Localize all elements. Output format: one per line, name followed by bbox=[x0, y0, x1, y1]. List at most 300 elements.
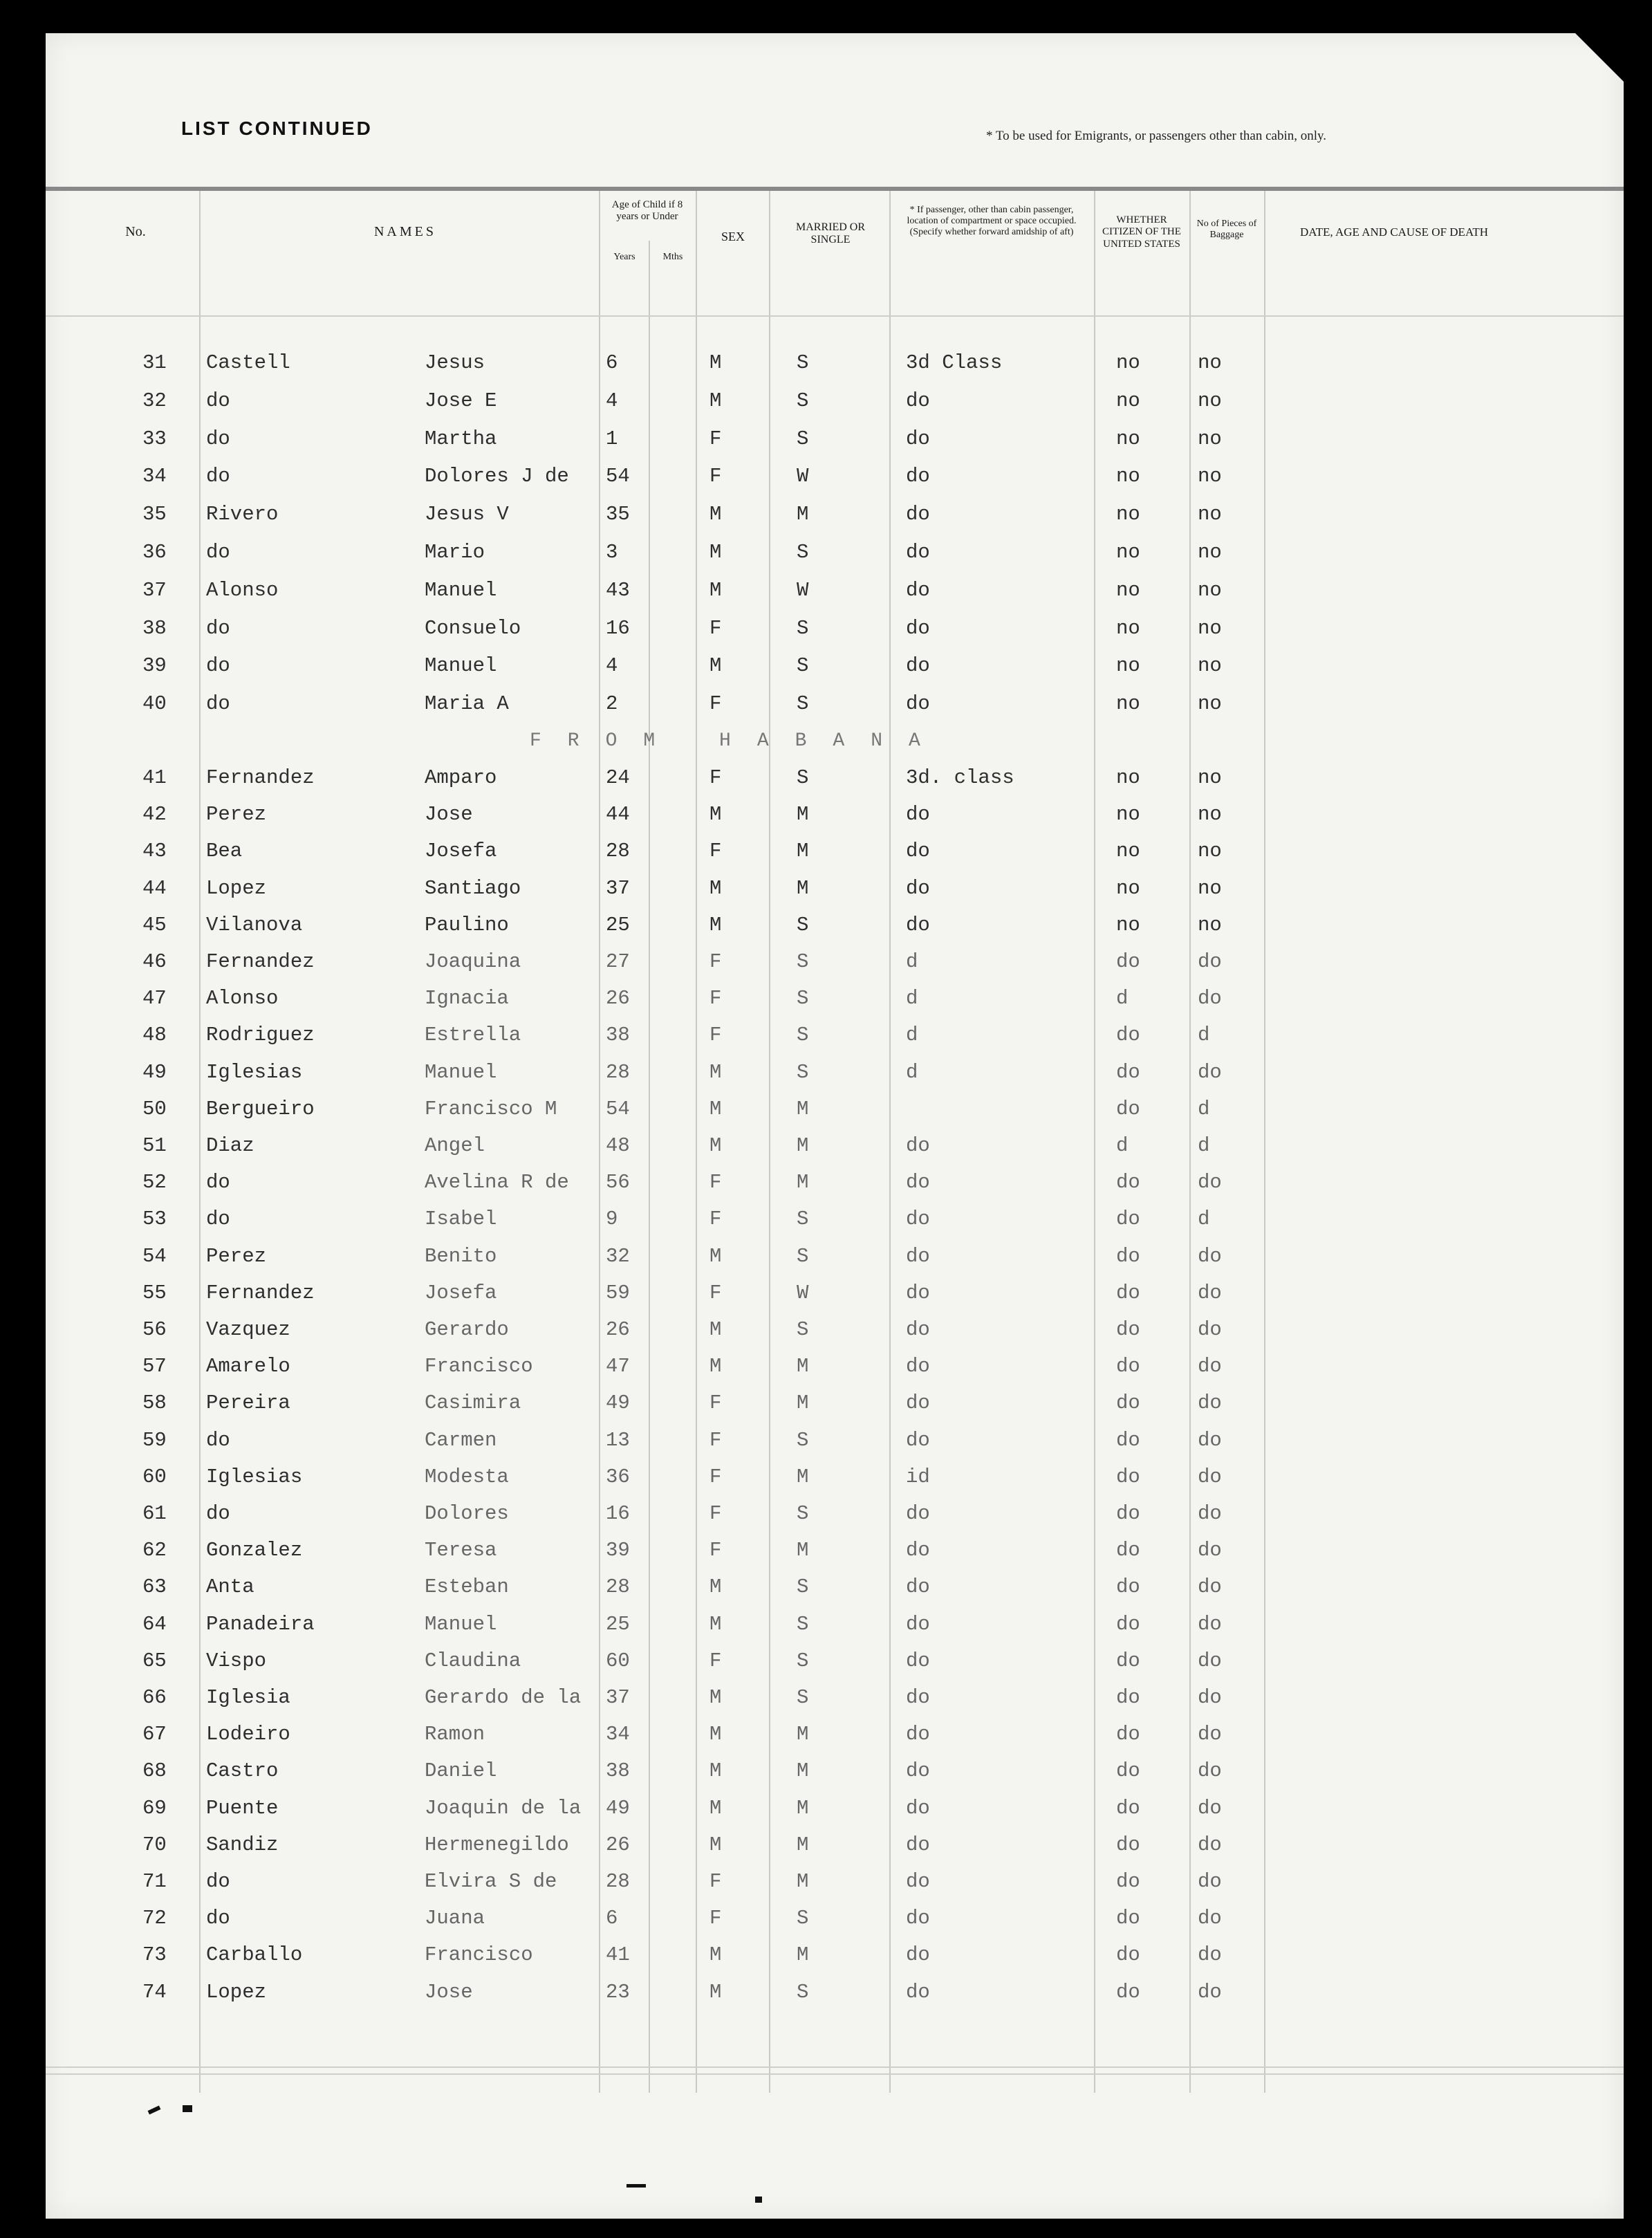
citizen-us: no bbox=[1116, 427, 1140, 450]
sex: F bbox=[709, 1870, 722, 1893]
surname: Vilanova bbox=[206, 914, 303, 936]
location: do bbox=[906, 1686, 930, 1709]
surname: Lodeiro bbox=[206, 1723, 290, 1746]
age-years: 34 bbox=[606, 1723, 630, 1746]
given-name: Paulino bbox=[425, 914, 509, 936]
citizen-us: do bbox=[1116, 1943, 1140, 1966]
location: d bbox=[906, 950, 918, 973]
row-number: 57 bbox=[142, 1355, 167, 1378]
age-years: 60 bbox=[606, 1649, 630, 1672]
marital-status: M bbox=[797, 503, 809, 526]
location: do bbox=[906, 1797, 930, 1820]
folded-corner bbox=[1575, 33, 1624, 82]
location: do bbox=[906, 1870, 930, 1893]
citizen-us: no bbox=[1116, 914, 1140, 936]
age-years: 59 bbox=[606, 1282, 630, 1304]
citizen-us: do bbox=[1116, 1098, 1140, 1120]
marital-status: S bbox=[797, 1208, 809, 1230]
age-years: 47 bbox=[606, 1355, 630, 1378]
row-number: 67 bbox=[142, 1723, 167, 1746]
surname: Vispo bbox=[206, 1649, 267, 1672]
sex: M bbox=[709, 654, 722, 677]
citizen-us: no bbox=[1116, 617, 1140, 640]
baggage-count: do bbox=[1198, 1502, 1222, 1525]
col-years: Years bbox=[613, 252, 635, 262]
baggage-count: d bbox=[1198, 1024, 1210, 1046]
given-name: Isabel bbox=[425, 1208, 497, 1230]
location: do bbox=[906, 1391, 930, 1414]
marital-status: S bbox=[797, 1061, 809, 1084]
given-name: Jose bbox=[425, 803, 473, 826]
column-divider bbox=[889, 191, 891, 2093]
row-number: 56 bbox=[142, 1318, 167, 1341]
marital-status: M bbox=[797, 1098, 809, 1120]
location: do bbox=[906, 1208, 930, 1230]
marital-status: M bbox=[797, 1797, 809, 1820]
citizen-us: do bbox=[1116, 1318, 1140, 1341]
row-number: 36 bbox=[142, 541, 167, 564]
age-years: 4 bbox=[606, 389, 618, 412]
location: do bbox=[906, 1907, 930, 1930]
location: do bbox=[906, 1575, 930, 1598]
baggage-count: do bbox=[1198, 1797, 1222, 1820]
baggage-count: do bbox=[1198, 1429, 1222, 1452]
marital-status: W bbox=[797, 579, 809, 602]
column-divider bbox=[1264, 191, 1265, 2093]
sex: M bbox=[709, 541, 722, 564]
baggage-count: no bbox=[1198, 692, 1222, 715]
baggage-count: do bbox=[1198, 1870, 1222, 1893]
given-name: Dolores J de bbox=[425, 465, 569, 488]
citizen-us: do bbox=[1116, 1391, 1140, 1414]
baggage-count: do bbox=[1198, 1686, 1222, 1709]
row-number: 66 bbox=[142, 1686, 167, 1709]
sex: M bbox=[709, 1981, 722, 2004]
sex: F bbox=[709, 1024, 722, 1046]
row-number: 45 bbox=[142, 914, 167, 936]
age-years: 13 bbox=[606, 1429, 630, 1452]
marital-status: M bbox=[797, 840, 809, 862]
baggage-count: no bbox=[1198, 617, 1222, 640]
marital-status: M bbox=[797, 1355, 809, 1378]
age-years: 38 bbox=[606, 1024, 630, 1046]
location: 3d. class bbox=[906, 766, 1014, 789]
surname: Diaz bbox=[206, 1134, 254, 1157]
sex: M bbox=[709, 1686, 722, 1709]
location: id bbox=[906, 1465, 930, 1488]
surname: Bea bbox=[206, 840, 243, 862]
row-number: 40 bbox=[142, 692, 167, 715]
row-number: 63 bbox=[142, 1575, 167, 1598]
column-divider bbox=[199, 191, 201, 2093]
citizen-us: no bbox=[1116, 840, 1140, 862]
row-number: 32 bbox=[142, 389, 167, 412]
section-from-habana: FROM HABANA bbox=[530, 730, 947, 752]
location: do bbox=[906, 1649, 930, 1672]
col-citizen: WHETHER CITIZEN OF THE UNITED STATES bbox=[1102, 214, 1181, 250]
citizen-us: do bbox=[1116, 950, 1140, 973]
age-years: 1 bbox=[606, 427, 618, 450]
sex: F bbox=[709, 766, 722, 789]
age-years: 36 bbox=[606, 1465, 630, 1488]
marital-status: S bbox=[797, 1907, 809, 1930]
marital-status: S bbox=[797, 1613, 809, 1636]
age-years: 39 bbox=[606, 1539, 630, 1562]
surname: Fernandez bbox=[206, 766, 315, 789]
row-number: 65 bbox=[142, 1649, 167, 1672]
baggage-count: do bbox=[1198, 1907, 1222, 1930]
given-name: Juana bbox=[425, 1907, 485, 1930]
surname: do bbox=[206, 541, 230, 564]
citizen-us: do bbox=[1116, 1797, 1140, 1820]
location: do bbox=[906, 1355, 930, 1378]
age-years: 43 bbox=[606, 579, 630, 602]
given-name: Joaquina bbox=[425, 950, 521, 973]
given-name: Avelina R de bbox=[425, 1171, 569, 1194]
surname: Castell bbox=[206, 351, 290, 374]
surname: do bbox=[206, 692, 230, 715]
location: do bbox=[906, 654, 930, 677]
citizen-us: d bbox=[1116, 987, 1129, 1010]
location: do bbox=[906, 465, 930, 488]
baggage-count: no bbox=[1198, 803, 1222, 826]
given-name: Casimira bbox=[425, 1391, 521, 1414]
citizen-us: no bbox=[1116, 877, 1140, 900]
citizen-us: no bbox=[1116, 692, 1140, 715]
surname: Rodriguez bbox=[206, 1024, 315, 1046]
sex: F bbox=[709, 1907, 722, 1930]
page-title: LIST CONTINUED bbox=[181, 118, 373, 139]
citizen-us: no bbox=[1116, 389, 1140, 412]
age-years: 56 bbox=[606, 1171, 630, 1194]
surname: Bergueiro bbox=[206, 1098, 315, 1120]
surname: Panadeira bbox=[206, 1613, 315, 1636]
baggage-count: no bbox=[1198, 427, 1222, 450]
citizen-us: do bbox=[1116, 1465, 1140, 1488]
citizen-us: do bbox=[1116, 1061, 1140, 1084]
baggage-count: do bbox=[1198, 1539, 1222, 1562]
age-years: 49 bbox=[606, 1797, 630, 1820]
given-name: Joaquin de la bbox=[425, 1797, 582, 1820]
citizen-us: no bbox=[1116, 654, 1140, 677]
surname: Lopez bbox=[206, 877, 267, 900]
baggage-count: no bbox=[1198, 840, 1222, 862]
given-name: Daniel bbox=[425, 1759, 497, 1782]
header-rule bbox=[46, 187, 1624, 191]
surname: Fernandez bbox=[206, 1282, 315, 1304]
baggage-count: no bbox=[1198, 877, 1222, 900]
sex: F bbox=[709, 1208, 722, 1230]
surname: Alonso bbox=[206, 579, 279, 602]
location: do bbox=[906, 1539, 930, 1562]
marital-status: S bbox=[797, 427, 809, 450]
location: do bbox=[906, 1282, 930, 1304]
column-divider bbox=[696, 191, 697, 2093]
sex: M bbox=[709, 1797, 722, 1820]
row-number: 51 bbox=[142, 1134, 167, 1157]
given-name: Manuel bbox=[425, 654, 497, 677]
surname: do bbox=[206, 1502, 230, 1525]
col-married: MARRIED OR SINGLE bbox=[795, 221, 865, 246]
location: do bbox=[906, 1245, 930, 1268]
row-number: 47 bbox=[142, 987, 167, 1010]
given-name: Ignacia bbox=[425, 987, 509, 1010]
manifest-page bbox=[46, 33, 1624, 2219]
sex: F bbox=[709, 1391, 722, 1414]
marital-status: S bbox=[797, 351, 809, 374]
row-number: 69 bbox=[142, 1797, 167, 1820]
citizen-us: do bbox=[1116, 1575, 1140, 1598]
age-years: 54 bbox=[606, 1098, 630, 1120]
given-name: Manuel bbox=[425, 1613, 497, 1636]
marital-status: S bbox=[797, 1502, 809, 1525]
age-years: 28 bbox=[606, 1061, 630, 1084]
citizen-us: do bbox=[1116, 1759, 1140, 1782]
marital-status: S bbox=[797, 1649, 809, 1672]
baggage-count: do bbox=[1198, 950, 1222, 973]
marital-status: M bbox=[797, 1465, 809, 1488]
sex: M bbox=[709, 1575, 722, 1598]
col-months: Mths bbox=[662, 252, 683, 262]
row-number: 31 bbox=[142, 351, 167, 374]
age-years: 28 bbox=[606, 840, 630, 862]
given-name: Martha bbox=[425, 427, 497, 450]
age-years: 54 bbox=[606, 465, 630, 488]
row-number: 72 bbox=[142, 1907, 167, 1930]
sex: M bbox=[709, 1061, 722, 1084]
marital-status: M bbox=[797, 1759, 809, 1782]
marital-status: S bbox=[797, 987, 809, 1010]
row-number: 68 bbox=[142, 1759, 167, 1782]
sex: F bbox=[709, 1539, 722, 1562]
col-names: NAMES bbox=[373, 224, 436, 239]
given-name: Esteban bbox=[425, 1575, 509, 1598]
surname: do bbox=[206, 389, 230, 412]
citizen-us: do bbox=[1116, 1833, 1140, 1856]
sex: M bbox=[709, 1759, 722, 1782]
row-number: 46 bbox=[142, 950, 167, 973]
surname: Pereira bbox=[206, 1391, 290, 1414]
location: 3d Class bbox=[906, 351, 1003, 374]
row-number: 35 bbox=[142, 503, 167, 526]
given-name: Francisco M bbox=[425, 1098, 557, 1120]
given-name: Santiago bbox=[425, 877, 521, 900]
baggage-count: do bbox=[1198, 1613, 1222, 1636]
given-name: Jose bbox=[425, 1981, 473, 2004]
location: do bbox=[906, 389, 930, 412]
baggage-count: no bbox=[1198, 389, 1222, 412]
row-number: 62 bbox=[142, 1539, 167, 1562]
marital-status: S bbox=[797, 541, 809, 564]
age-years: 3 bbox=[606, 541, 618, 564]
location: do bbox=[906, 579, 930, 602]
row-number: 41 bbox=[142, 766, 167, 789]
location: do bbox=[906, 1981, 930, 2004]
marital-status: S bbox=[797, 617, 809, 640]
location: do bbox=[906, 1171, 930, 1194]
baggage-count: no bbox=[1198, 351, 1222, 374]
row-number: 42 bbox=[142, 803, 167, 826]
baggage-count: do bbox=[1198, 987, 1222, 1010]
marital-status: S bbox=[797, 654, 809, 677]
age-years: 35 bbox=[606, 503, 630, 526]
col-age: Age of Child if 8 years or Under bbox=[611, 199, 683, 223]
citizen-us: do bbox=[1116, 1686, 1140, 1709]
age-years: 28 bbox=[606, 1575, 630, 1598]
location: do bbox=[906, 1943, 930, 1966]
row-number: 48 bbox=[142, 1024, 167, 1046]
sex: M bbox=[709, 1098, 722, 1120]
row-number: 33 bbox=[142, 427, 167, 450]
table-bottom-rule bbox=[46, 2073, 1624, 2075]
age-years: 26 bbox=[606, 1833, 630, 1856]
ink-mark bbox=[183, 2105, 192, 2112]
baggage-count: do bbox=[1198, 1649, 1222, 1672]
ink-mark bbox=[148, 2105, 161, 2114]
row-number: 74 bbox=[142, 1981, 167, 2004]
surname: Amarelo bbox=[206, 1355, 290, 1378]
sex: M bbox=[709, 803, 722, 826]
given-name: Mario bbox=[425, 541, 485, 564]
location: do bbox=[906, 617, 930, 640]
age-years: 23 bbox=[606, 1981, 630, 2004]
col-sex: SEX bbox=[721, 230, 745, 243]
citizen-us: do bbox=[1116, 1723, 1140, 1746]
row-number: 73 bbox=[142, 1943, 167, 1966]
age-years: 49 bbox=[606, 1391, 630, 1414]
marital-status: M bbox=[797, 1134, 809, 1157]
given-name: Teresa bbox=[425, 1539, 497, 1562]
location: do bbox=[906, 803, 930, 826]
surname: Perez bbox=[206, 803, 267, 826]
marital-status: S bbox=[797, 389, 809, 412]
given-name: Jose E bbox=[425, 389, 497, 412]
citizen-us: do bbox=[1116, 1171, 1140, 1194]
marital-status: S bbox=[797, 1686, 809, 1709]
sex: M bbox=[709, 389, 722, 412]
given-name: Carmen bbox=[425, 1429, 497, 1452]
sex: F bbox=[709, 427, 722, 450]
given-name: Angel bbox=[425, 1134, 485, 1157]
location: do bbox=[906, 1613, 930, 1636]
citizen-us: do bbox=[1116, 1502, 1140, 1525]
citizen-us: do bbox=[1116, 1355, 1140, 1378]
baggage-count: do bbox=[1198, 1575, 1222, 1598]
baggage-count: do bbox=[1198, 1282, 1222, 1304]
citizen-us: do bbox=[1116, 1024, 1140, 1046]
citizen-us: do bbox=[1116, 1245, 1140, 1268]
column-divider bbox=[1094, 191, 1095, 2093]
citizen-us: do bbox=[1116, 1907, 1140, 1930]
sex: M bbox=[709, 1318, 722, 1341]
given-name: Manuel bbox=[425, 579, 497, 602]
given-name: Estrella bbox=[425, 1024, 521, 1046]
sex: F bbox=[709, 1282, 722, 1304]
citizen-us: do bbox=[1116, 1613, 1140, 1636]
sex: M bbox=[709, 877, 722, 900]
row-number: 43 bbox=[142, 840, 167, 862]
baggage-count: do bbox=[1198, 1245, 1222, 1268]
row-number: 59 bbox=[142, 1429, 167, 1452]
age-years: 16 bbox=[606, 617, 630, 640]
location: do bbox=[906, 1318, 930, 1341]
ink-mark bbox=[755, 2197, 762, 2203]
age-years: 24 bbox=[606, 766, 630, 789]
given-name: Hermenegildo bbox=[425, 1833, 569, 1856]
given-name: Francisco bbox=[425, 1943, 533, 1966]
surname: Anta bbox=[206, 1575, 254, 1598]
age-years: 26 bbox=[606, 987, 630, 1010]
col-no: No. bbox=[125, 224, 146, 239]
row-number: 37 bbox=[142, 579, 167, 602]
age-years: 25 bbox=[606, 914, 630, 936]
marital-status: S bbox=[797, 1318, 809, 1341]
age-years: 27 bbox=[606, 950, 630, 973]
given-name: Josefa bbox=[425, 1282, 497, 1304]
location: d bbox=[906, 1061, 918, 1084]
marital-status: S bbox=[797, 1024, 809, 1046]
marital-status: M bbox=[797, 1171, 809, 1194]
given-name: Jesus V bbox=[425, 503, 509, 526]
marital-status: M bbox=[797, 877, 809, 900]
sex: M bbox=[709, 1245, 722, 1268]
baggage-count: do bbox=[1198, 1465, 1222, 1488]
given-name: Josefa bbox=[425, 840, 497, 862]
baggage-count: do bbox=[1198, 1833, 1222, 1856]
given-name: Elvira S de bbox=[425, 1870, 557, 1893]
baggage-count: no bbox=[1198, 914, 1222, 936]
location: do bbox=[906, 877, 930, 900]
row-number: 50 bbox=[142, 1098, 167, 1120]
surname: Alonso bbox=[206, 987, 279, 1010]
surname: do bbox=[206, 1429, 230, 1452]
location: d bbox=[906, 1024, 918, 1046]
sex: M bbox=[709, 1613, 722, 1636]
sex: M bbox=[709, 914, 722, 936]
citizen-us: no bbox=[1116, 579, 1140, 602]
emigrant-note: * To be used for Emigrants, or passengers other than cabin, only. bbox=[986, 129, 1327, 143]
marital-status: S bbox=[797, 1429, 809, 1452]
given-name: Amparo bbox=[425, 766, 497, 789]
citizen-us: do bbox=[1116, 1870, 1140, 1893]
surname: Carballo bbox=[206, 1943, 303, 1966]
row-number: 55 bbox=[142, 1282, 167, 1304]
col-location: * If passenger, other than cabin passenger, location of compartment or space occupied. (Specify whether forward amidship of aft) bbox=[907, 205, 1077, 238]
surname: do bbox=[206, 1870, 230, 1893]
given-name: Francisco bbox=[425, 1355, 533, 1378]
location: do bbox=[906, 503, 930, 526]
sex: F bbox=[709, 1649, 722, 1672]
surname: Puente bbox=[206, 1797, 279, 1820]
marital-status: S bbox=[797, 914, 809, 936]
surname: do bbox=[206, 1208, 230, 1230]
location: do bbox=[906, 541, 930, 564]
age-years: 48 bbox=[606, 1134, 630, 1157]
column-divider bbox=[599, 191, 600, 2093]
row-number: 60 bbox=[142, 1465, 167, 1488]
surname: Vazquez bbox=[206, 1318, 290, 1341]
table-bottom-rule bbox=[46, 2066, 1624, 2068]
row-number: 61 bbox=[142, 1502, 167, 1525]
marital-status: S bbox=[797, 950, 809, 973]
sex: M bbox=[709, 503, 722, 526]
baggage-count: do bbox=[1198, 1759, 1222, 1782]
header-bottom-rule bbox=[46, 315, 1624, 317]
surname: do bbox=[206, 617, 230, 640]
row-number: 52 bbox=[142, 1171, 167, 1194]
marital-status: M bbox=[797, 1870, 809, 1893]
surname: Sandiz bbox=[206, 1833, 279, 1856]
